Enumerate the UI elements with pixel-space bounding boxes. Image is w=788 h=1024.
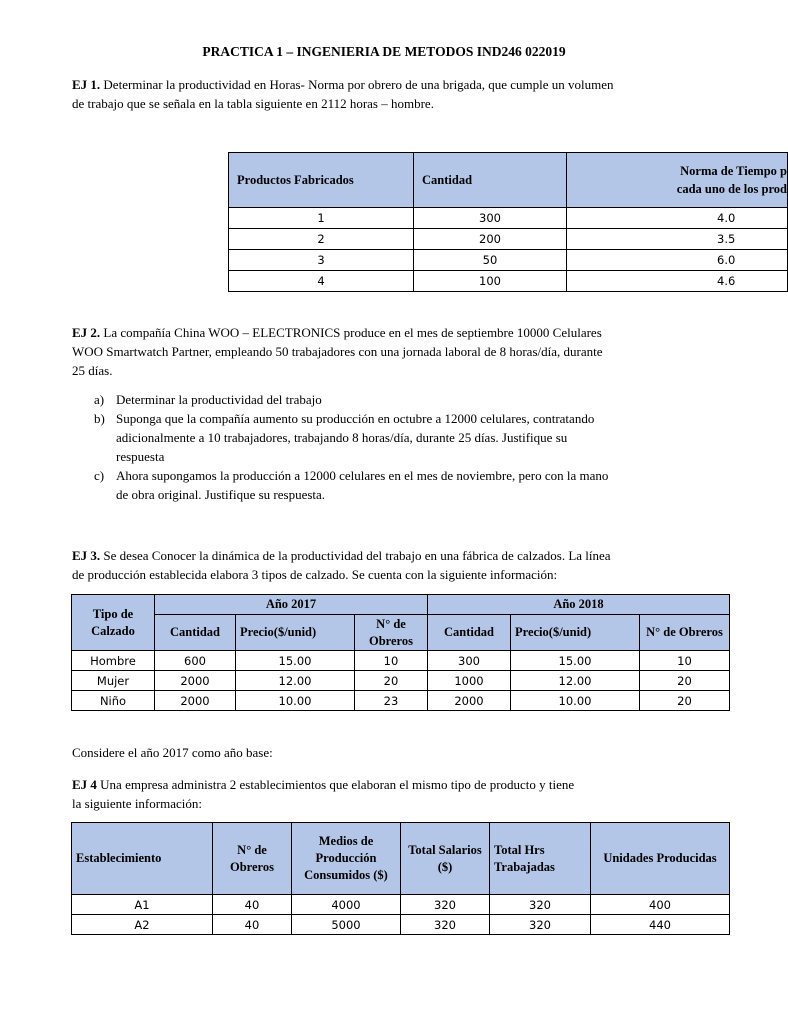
- table-cell: A2: [72, 915, 213, 935]
- ej3-header-year-2017: Año 2017: [155, 595, 428, 615]
- table-row: [229, 250, 788, 271]
- table-cell: 40: [213, 915, 292, 935]
- ej1-text-line2: de trabajo que se señala en la tabla siguiente en 2112 horas – hombre.: [72, 96, 434, 111]
- ej3-header-price: Precio($/unid): [236, 615, 355, 651]
- table-row: [72, 691, 730, 711]
- ej1-header-products: Productos Fabricados: [229, 153, 414, 208]
- ej3-text-line1: Se desea Conocer la dinámica de la productividad del trabajo en una fábrica de calzados. La línea: [100, 548, 611, 563]
- table-cell: 200: [414, 229, 567, 250]
- table-cell: 20: [640, 691, 730, 711]
- ej1-header-norm-line2: cada uno de los prod: [676, 182, 787, 196]
- table-row: [72, 671, 730, 691]
- table-cell: 440: [591, 915, 730, 935]
- list-item: [72, 409, 712, 466]
- ej2-text-line1: La compañía China WOO – ELECTRONICS produce en el mes de septiembre 10000 Celulares: [100, 325, 602, 340]
- table-cell: A1: [72, 895, 213, 915]
- ej1-paragraph: [72, 75, 712, 113]
- ej4-header-establishment: Establecimiento: [72, 823, 213, 895]
- ej4-header-workers: N° de Obreros: [213, 823, 292, 895]
- ej2-list: [72, 390, 712, 504]
- table-cell: 12.00: [511, 671, 640, 691]
- table-cell: 5000: [292, 915, 401, 935]
- table-cell: 300: [428, 651, 511, 671]
- table-cell: 320: [490, 895, 591, 915]
- table-row: [72, 915, 730, 935]
- table-cell: 4.6: [567, 271, 788, 292]
- list-marker: b): [94, 411, 105, 426]
- list-marker: a): [94, 392, 105, 407]
- ej3-header-type: Tipo de Calzado: [72, 595, 155, 651]
- ej1-header-norm: [567, 153, 788, 208]
- list-item: [72, 390, 712, 409]
- table-row: [72, 651, 730, 671]
- table-cell: 320: [401, 895, 490, 915]
- list-item: [72, 466, 712, 504]
- list-item-text: Ahora supongamos la producción a 12000 celulares en el mes de noviembre, pero con la mano: [116, 468, 609, 483]
- table-cell: 3: [229, 250, 414, 271]
- ej4-header-units: Unidades Producidas: [591, 823, 730, 895]
- ej1-text-line1: Determinar la productividad en Horas- Norma por obrero de una brigada, que cumple un volumen: [100, 77, 614, 92]
- table-cell: 320: [490, 915, 591, 935]
- ej3-text-line2: de producción establecida elabora 3 tipos de calzado. Se cuenta con la siguiente información:: [72, 567, 558, 582]
- table-cell: 2: [229, 229, 414, 250]
- table-cell: 10.00: [236, 691, 355, 711]
- ej1-label: EJ 1.: [72, 77, 101, 92]
- table-cell: 6.0: [567, 250, 788, 271]
- table-cell: 2000: [155, 671, 236, 691]
- ej2-text-line3: 25 días.: [72, 363, 113, 378]
- ej3-label: EJ 3.: [72, 548, 101, 563]
- table-cell: 10: [640, 651, 730, 671]
- list-marker: c): [94, 468, 105, 483]
- table-cell: Niño: [72, 691, 155, 711]
- table-cell: 20: [355, 671, 428, 691]
- list-item-text: adicionalmente a 10 trabajadores, trabajando 8 horas/día, durante 25 días. Justifique su: [116, 430, 568, 445]
- ej4-header-salaries: Total Salarios ($): [401, 823, 490, 895]
- table-row: [72, 895, 730, 915]
- table-cell: 600: [155, 651, 236, 671]
- ej2-paragraph: [72, 323, 712, 380]
- page-title: PRACTICA 1 – INGENIERIA DE METODOS IND246 022019: [202, 44, 566, 59]
- ej1-header-quantity: Cantidad: [414, 153, 567, 208]
- ej3-header-quantity: Cantidad: [155, 615, 236, 651]
- ej3-paragraph: [72, 546, 712, 584]
- table-row: [229, 271, 788, 292]
- table-cell: 400: [591, 895, 730, 915]
- table-cell: Mujer: [72, 671, 155, 691]
- table-cell: 4.0: [567, 208, 788, 229]
- table-cell: 4000: [292, 895, 401, 915]
- list-item-text: Determinar la productividad del trabajo: [116, 392, 322, 407]
- table-cell: Hombre: [72, 651, 155, 671]
- table-cell: 320: [401, 915, 490, 935]
- table-cell: 2000: [428, 691, 511, 711]
- table-cell: 40: [213, 895, 292, 915]
- ej3-note: Considere el año 2017 como año base:: [72, 745, 273, 760]
- ej4-header-means: Medios de Producción Consumidos ($): [292, 823, 401, 895]
- table-cell: 1: [229, 208, 414, 229]
- ej4-paragraph: [72, 775, 712, 813]
- ej4-label: EJ 4: [72, 777, 97, 792]
- ej3-header-price: Precio($/unid): [511, 615, 640, 651]
- table-row: [229, 229, 788, 250]
- table-cell: 300: [414, 208, 567, 229]
- table-cell: 12.00: [236, 671, 355, 691]
- table-cell: 10.00: [511, 691, 640, 711]
- list-item-text: de obra original. Justifique su respuesta.: [116, 487, 326, 502]
- table-cell: 20: [640, 671, 730, 691]
- ej4-table: [71, 822, 730, 935]
- ej4-text-line2: la siguiente información:: [72, 796, 202, 811]
- ej1-table: [228, 152, 788, 292]
- ej3-header-workers: N° de Obreros: [640, 615, 730, 651]
- ej3-header-year-2018: Año 2018: [428, 595, 730, 615]
- table-row: [229, 208, 788, 229]
- ej3-header-workers: N° de Obreros: [355, 615, 428, 651]
- table-cell: 15.00: [511, 651, 640, 671]
- ej3-header-quantity: Cantidad: [428, 615, 511, 651]
- ej1-header-norm-line1: Norma de Tiempo p: [680, 164, 787, 178]
- ej2-label: EJ 2.: [72, 325, 101, 340]
- table-cell: 50: [414, 250, 567, 271]
- ej4-header-hours: Total Hrs Trabajadas: [490, 823, 591, 895]
- table-cell: 1000: [428, 671, 511, 691]
- table-cell: 3.5: [567, 229, 788, 250]
- table-cell: 23: [355, 691, 428, 711]
- list-item-text: respuesta: [116, 449, 165, 464]
- ej3-table: [71, 594, 730, 711]
- table-cell: 2000: [155, 691, 236, 711]
- table-cell: 10: [355, 651, 428, 671]
- table-cell: 4: [229, 271, 414, 292]
- ej4-text-line1: Una empresa administra 2 establecimientos que elaboran el mismo tipo de producto y tiene: [96, 777, 575, 792]
- ej2-text-line2: WOO Smartwatch Partner, empleando 50 trabajadores con una jornada laboral de 8 horas/día, durante: [72, 344, 603, 359]
- table-cell: 15.00: [236, 651, 355, 671]
- table-cell: 100: [414, 271, 567, 292]
- list-item-text: Suponga que la compañía aumento su producción en octubre a 12000 celulares, contratando: [116, 411, 595, 426]
